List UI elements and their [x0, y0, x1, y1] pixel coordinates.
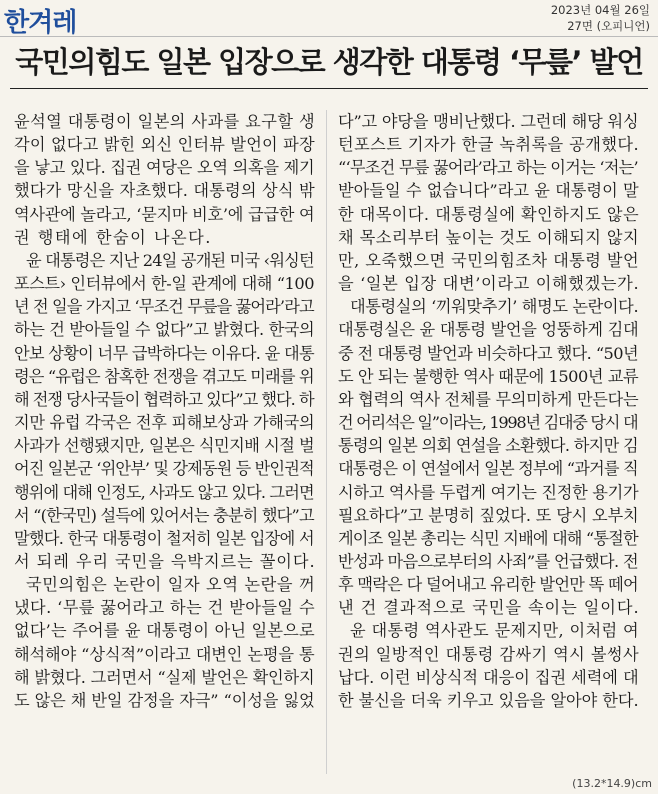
article-line: 턴포스트 기자가 한글 녹취록을 공개했다.	[338, 135, 640, 155]
article-line: 을 낳고 있다. 집권 여당은 오역 의혹을 제기	[14, 158, 315, 178]
article-line: 와 협력의 역사 전체를 무의미하게 만든다는	[338, 389, 639, 409]
article-line: 해석해야 “상식적”이라고 대변인 논평을 통	[14, 644, 315, 664]
article-line: 사과가 선행됐지만, 일본은 식민지배 시절 벌	[14, 436, 315, 456]
article-line: 받아들일 수 없습니다”라고 윤 대통령이 말	[338, 181, 639, 201]
article-line: 대통령실은 윤 대통령 발언을 엉뚱하게 김대	[338, 320, 639, 340]
page-section: 27면 (오피니언)	[567, 19, 650, 33]
article-line: 권 행태에 한숨이 나온다.	[14, 227, 212, 247]
article-line: 필요하다”고 분명히 짚었다. 또 당시 오부치	[338, 505, 639, 525]
publication-date: 2023년 04월 26일	[550, 3, 650, 17]
article-line: 다”고 야당을 맹비난했다. 그런데 해당 워싱	[338, 112, 639, 131]
article-line: 냈다. ‘무릎 꿇어라고 하는 건 받아들일 수	[14, 598, 315, 618]
article-line: 대통령은 이 연설에서 일본 정부에 “과거를 직	[338, 459, 638, 479]
article-line: 서 되레 우리 국민을 윽박지르는 꼴이다.	[14, 551, 316, 571]
article-line: 령은 “유럽은 참혹한 전쟁을 겪고도 미래를 위	[14, 366, 314, 386]
article-line: 낸 건 결과적으로 국민을 속이는 일이다.	[338, 598, 640, 618]
article-line: 한 불신을 더욱 키우고 있음을 알아야 한다.	[338, 690, 639, 710]
editorial-headline: 국민의힘도 일본 입장으로 생각한 대통령 ‘무릎’ 발언	[15, 45, 643, 79]
article-line: 한 대목이다. 대통령실에 확인하지도 않은	[338, 204, 640, 224]
article-line: 해 전쟁 당사국들이 협력하고 있다”고 했다. 하	[14, 389, 314, 409]
article-line: 하는 건 받아들일 수 없다”고 밝혔다. 한국의	[14, 320, 315, 340]
article-line: 안보 상황이 너무 급박하다는 이유다. 윤 대통	[14, 343, 314, 363]
article-line: “‘무조건 무릎 꿇어라’라고 하는 이거는 ‘저는’	[338, 158, 638, 178]
article-line: 권의 일방적인 대통령 감싸기 역시 볼썽사	[338, 644, 640, 664]
article-line: 포스트› 인터뷰에서 한-일 관계에 대해 “100	[14, 274, 315, 294]
article-line: 각이 없다고 밝힌 외신 인터뷰 발언이 파장	[14, 135, 315, 155]
article-line: 반성과 마음으로부터의 사죄”를 언급했다. 전	[338, 551, 638, 571]
article-line: 윤 대통령 역사관도 문제지만, 이처럼 여	[350, 621, 639, 641]
headline-rule	[10, 88, 648, 89]
article-line: 어진 일본군 ‘위안부’ 및 강제동원 등 반인권적	[14, 459, 314, 479]
article-line: 을 ‘일본 입장 대변’이라고 이해했겠는가.	[338, 274, 640, 294]
article-line: 후 맥락은 다 덜어내고 유리한 발언만 똑 떼어	[338, 575, 638, 595]
newspaper-logo: 한겨레	[4, 8, 77, 38]
article-line: 만, 오죽했으면 국민의힘조차 대통령 발언	[338, 250, 640, 270]
article-line: 윤석열 대통령이 일본의 사과를 요구할 생	[14, 112, 316, 131]
publication-meta	[551, 2, 650, 34]
article-line: 대통령실의 ‘끼워맞추기’ 해명도 논란이다.	[350, 297, 639, 317]
article-line: 중 전 대통령 발언과 비슷하다고 했다. “50년	[338, 343, 639, 363]
article-line: 서 “(한국민) 설득에 있어서는 충분히 했다”고	[14, 505, 314, 525]
article-line: 행위에 대해 인정도, 사과도 않고 있다. 그러면	[14, 482, 314, 502]
article-line: 지만 유럽 각국은 전후 피해보상과 가해국의	[14, 413, 315, 433]
clipping-size: (13.2*14.9)cm	[572, 777, 652, 790]
article-column-right	[338, 110, 638, 712]
article-line: 해 밝혔다. 그러면서 “실제 발언은 확인하지	[14, 667, 315, 687]
article-line: 년 전 일을 가지고 ‘무조건 무릎을 꿇어라’라고	[14, 297, 314, 317]
article-line: 국민의힘은 논란이 일자 오역 논란을 꺼	[26, 575, 316, 595]
article-line: 말했다. 한국 대통령이 철저히 일본 입장에 서	[14, 528, 314, 548]
article-line: 채 목소리부터 높이는 것도 이해되지 않지	[338, 227, 640, 247]
article-line: 없다’는 주어를 윤 대통령이 아닌 일본으로	[14, 621, 315, 641]
article-line: 게이조 일본 총리는 식민 지배에 대해 “통절한	[338, 528, 638, 548]
top-rule	[0, 36, 658, 37]
article-line: 도 않은 채 반일 감정을 자극” “이성을 잃었	[14, 690, 315, 710]
article-line: 건 어리석은 일”이라는, 1998년 김대중 당시 대	[338, 413, 638, 433]
article-line: 했다가 망신을 자초했다. 대통령의 상식 밖	[14, 181, 315, 201]
article-line: 시하고 역사를 두렵게 여기는 진정한 용기가	[338, 482, 639, 502]
article-column-left	[14, 110, 314, 712]
column-divider	[326, 110, 327, 774]
article-line: 윤 대통령은 지난 24일 공개된 미국 ‹워싱턴	[26, 250, 314, 270]
article-line: 납다. 이런 비상식적 대응이 집권 세력에 대	[338, 667, 639, 687]
article-line: 도 안 되는 불행한 역사 때문에 1500년 교류	[338, 366, 639, 386]
article-line: 통령의 일본 의회 연설을 소환했다. 하지만 김	[338, 436, 638, 456]
article-line: 역사관에 놀라고, ‘묻지마 비호’에 급급한 여	[14, 204, 315, 224]
